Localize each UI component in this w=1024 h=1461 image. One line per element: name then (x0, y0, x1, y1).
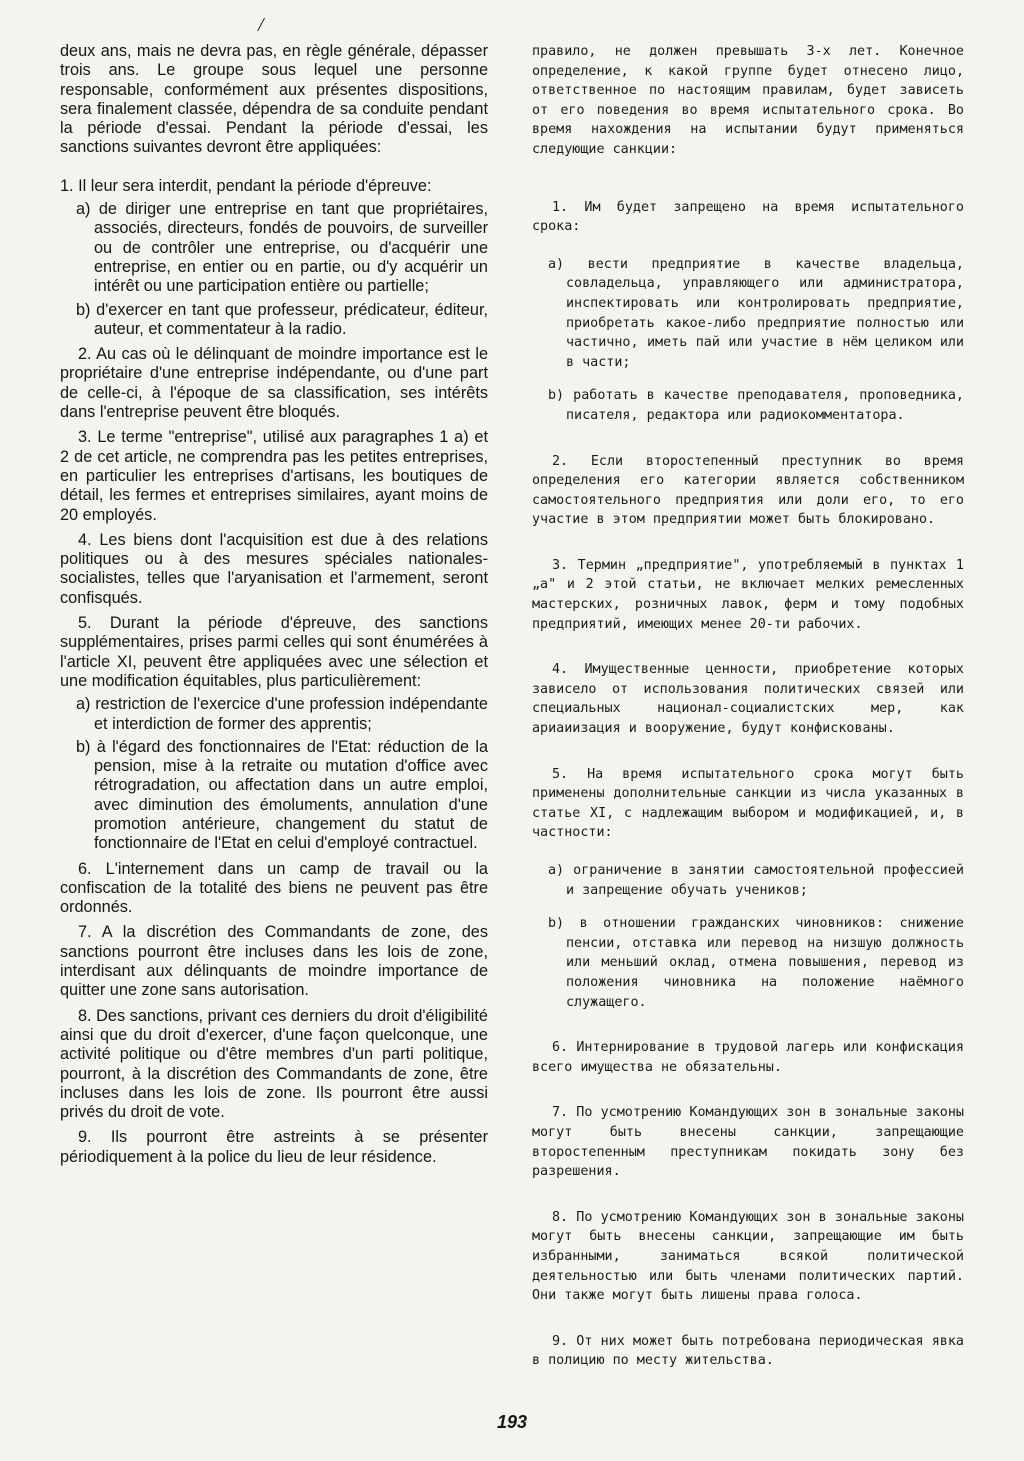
fr-intro-paragraph: deux ans, mais ne devra pas, en règle générale, dépasser trois ans. Le groupe sous lequel une personne responsable, conformément aux présentes dispositions, sera finalement classée, dépendra de sa conduite pendant la période d'essai. Pendant la période d'essai, les sanctions suivantes devront être appliquées: (60, 42, 488, 157)
ru-paragraph-5: 5. На время испытательного срока могут быть применены дополнительные санкции из числа указанных в статье XI, с надлежащим выбором и модификацией, и, в частности: (532, 766, 964, 841)
fr-paragraph-4: 4. Les biens dont l'acquisition est due à des relations politiques ou à des mesures spéciales nationales-socialistes, telles que l'aryanisation et l'armement, seront confisqués. (60, 530, 488, 607)
ru-intro-paragraph: правило, не должен превышать 3-х лет. Конечное определение, к какой группе будет отнесено лицо, ответственное по настоящим правилам, будет зависеть от его поведения во время испытательного срока. Во время нахождения на испытании будут применяться следующие санкции: (532, 44, 964, 157)
fr-paragraph-6: 6. L'internement dans un camp de travail ou la confiscation de la totalité des biens ne peuvent pas être ordonnés. (60, 859, 488, 917)
ru-paragraph-2: 2. Если второстепенный преступник во время определения его категории является собственником самостоятельного предприятия или доли его, то его участие в этом предприятии может быть блокировано. (532, 453, 964, 528)
fr-paragraph-8: 8. Des sanctions, privant ces derniers du droit d'éligibilité ainsi que du droit d'exercer, d'une façon quelconque, une activité politique ou d'être membres d'un parti politique, pourront, à la discrétion des Commandants de zone, être incluses dans les lois de zone. Ils pourront être aussi privés du droit de vote. (60, 1006, 488, 1122)
ru-item-1b: b) работать в качестве преподавателя, проповедника, писателя, редактора или радиокомментатора. (548, 388, 964, 423)
ru-paragraph-4: 4. Имущественные ценности, приобретение которых зависело от использования политических связей или специальных национал-социалистских мер, как ариаиизация и вооружение, будут конфискованы. (532, 662, 964, 737)
fr-paragraph-9: 9. Ils pourront être astreints à se présenter périodiquement à la police du lieu de leur résidence. (60, 1128, 488, 1166)
ru-paragraph-8: 8. По усмотрению Командующих зон в зональные законы могут быть внесены санкции, запрещающие им быть избранными, заниматься всякой политической деятельностью или быть членами политических партий. Они также могут быть лишены права голоса. (532, 1209, 964, 1304)
fr-paragraph-5: 5. Durant la période d'épreuve, des sanctions supplémentaires, prises parmi celles qui sont énumérées à l'article XI, peuvent être appliquées avec une sélection et une modification équitables, plus particulièrement: (60, 614, 488, 690)
ru-paragraph-1: 1. Им будет запрещено на время испытательного срока: (532, 199, 964, 235)
ru-paragraph-3: 3. Термин „предприятие", употребляемый в пунктах 1 „а" и 2 этой статьи, не включает мелких ремесленных мастерских, розничных лавок, ферм и тому подобных предприятий, имеющих менее 20-ти рабочих. (532, 557, 964, 632)
fr-item-5a: a) restriction de l'exercice d'une profession indépendante et interdiction de former des apprentis; (76, 695, 488, 733)
french-column (60, 42, 488, 1167)
fr-item-5b: b) à l'égard des fonctionnaires de l'Etat: réduction de la pension, mise à la retraite ou mutation d'office avec rétrogradation, ou affectation dans un autre emploi, avec diminution des émoluments, annulation d'une promotion antérieure, changement du statut de fonctionnaire de l'Etat en celui d'employé contractuel. (76, 737, 488, 853)
ru-paragraph-9: 9. От них может быть потребована периодическая явка в полицию по месту жительства. (532, 1333, 964, 1369)
top-mark: / (258, 14, 264, 36)
fr-item-1a: a) de diriger une entreprise en tant que propriétaires, associés, directeurs, fondés de pouvoirs, de surveiller ou de contrôler une entreprise, ou d'acquérir une entreprise, en entier ou en partie, ou d'y acquérir un intérêt ou une participation entière ou partielle; (76, 200, 488, 296)
fr-paragraph-7: 7. A la discrétion des Commandants de zone, des sanctions pourront être incluses dans les lois de zone, interdisant aux délinquants de moindre importance de quitter une zone sans autorisation. (60, 923, 488, 1000)
fr-paragraph-2: 2. Au cas où le délinquant de moindre importance est le propriétaire d'une entreprise indépendante, ou d'une part de celle-ci, à l'époque de sa classification, ses intérêts dans l'entreprise peuvent être bloqués. (60, 345, 488, 422)
russian-column (532, 42, 964, 1371)
ru-paragraph-6: 6. Интернирование в трудовой лагерь или конфискация всего имущества не обязательны. (532, 1040, 964, 1075)
ru-paragraph-7: 7. По усмотрению Командующих зон в зональные законы могут быть внесены санкции, запрещающие второстепенным преступникам покидать зону без разрешения. (532, 1105, 964, 1180)
ru-item-5b: b) в отношении гражданских чиновников: снижение пенсии, отставка или перевод на низшую должность или меньший оклад, отмена повышения, перевод из положения чиновника на положение наёмного служащего. (548, 916, 964, 1010)
fr-item-1b: b) d'exercer en tant que professeur, prédicateur, éditeur, auteur, et commentateur à la radio. (76, 300, 488, 338)
ru-item-5a: a) ограничение в занятии самостоятельной профессией и запрещение обучать учеников; (548, 863, 964, 898)
ru-item-1a: a) вести предприятие в качестве владельца, совладельца, управляющего или администратора, инспектировать или контролировать предприятие, приобретать какое-либо предприятие полностью или частично, иметь пай или участие в нём целиком или в части; (548, 256, 964, 370)
fr-paragraph-1: 1. Il leur sera interdit, pendant la période d'épreuve: (60, 176, 432, 195)
fr-paragraph-3: 3. Le terme "entreprise", utilisé aux paragraphes 1 a) et 2 de cet article, ne comprendra pas les petites entreprises, en particulier les entreprises d'artisans, les boutiques de détail, les fermes et entreprises similaires, ayant moins de 20 employés. (60, 428, 488, 524)
page-number: 193 (496, 1412, 528, 1432)
